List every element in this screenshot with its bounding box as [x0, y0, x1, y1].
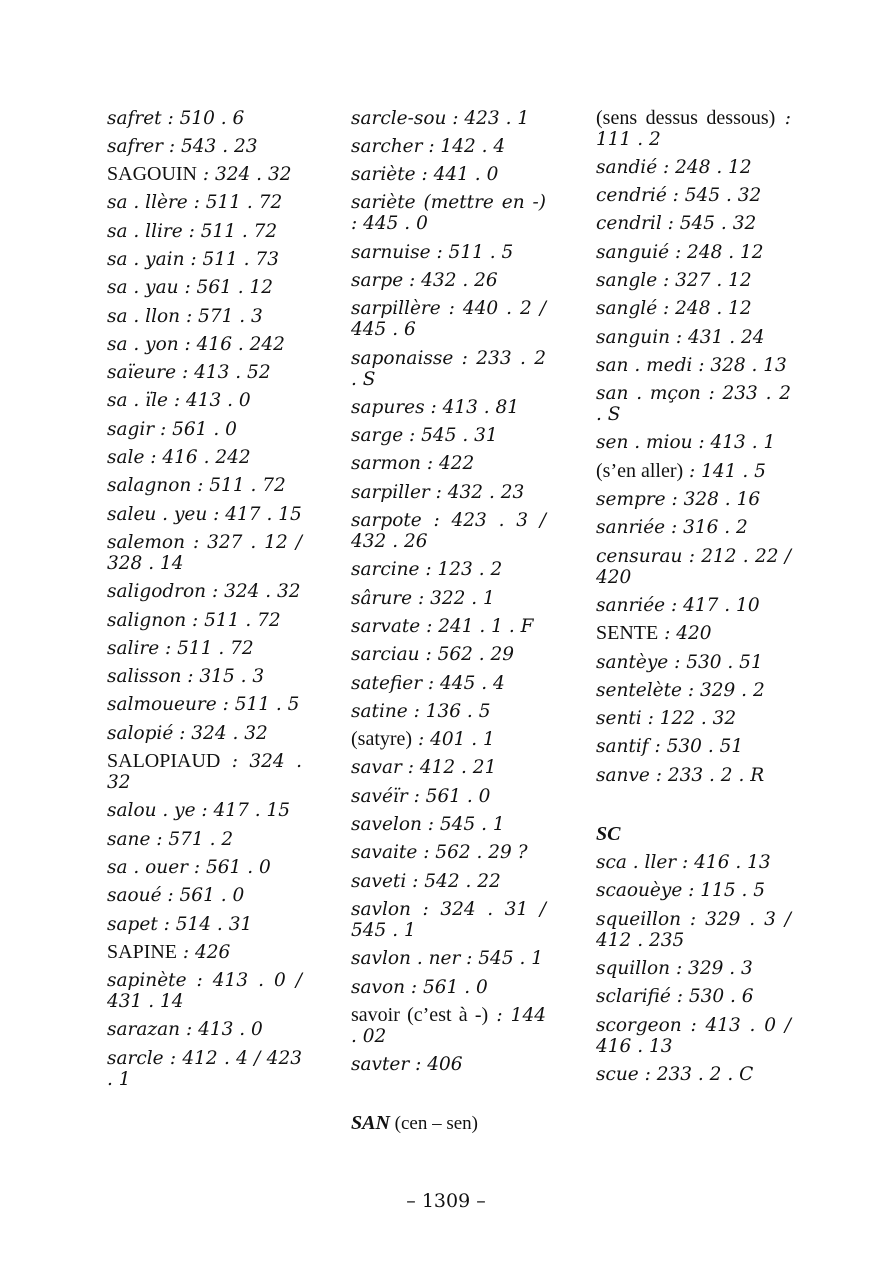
entry-term: savaite: [351, 842, 418, 864]
entry-term: cendril: [596, 213, 662, 235]
index-entry: [596, 705, 791, 733]
entry-term: sapures: [351, 396, 425, 418]
entry-term: savon: [351, 976, 406, 998]
entry-term: salemon: [107, 531, 185, 553]
entry-reference: : 571 . 3: [180, 305, 263, 327]
entry-term: savlon: [351, 898, 411, 920]
entry-reference: : 142 . 4: [422, 135, 506, 157]
entry-term: san . medi: [596, 354, 693, 376]
entry-reference: : 233 . 2 . S: [596, 383, 791, 426]
entry-reference: : 545 . 32: [666, 185, 762, 207]
entry-reference: : 417 . 15: [207, 503, 302, 525]
entry-reference: : 115 . 5: [682, 880, 766, 902]
index-entry: [107, 359, 302, 387]
entry-term: salagnon: [107, 475, 192, 497]
entry-term: santèye: [596, 651, 669, 673]
entry-term: sanguin: [596, 326, 671, 348]
entry-term: sale: [107, 447, 145, 469]
entry-reference: : 136 . 5: [407, 700, 491, 722]
index-entry: [107, 444, 302, 472]
entry-reference: : 514 . 31: [157, 913, 253, 935]
entry-reference: : 248 . 12: [657, 298, 752, 320]
entry-reference: : 416 . 242: [144, 447, 251, 469]
index-entry: [107, 882, 302, 910]
entry-term: sapinète: [107, 970, 187, 992]
entry-reference: : 562 . 29 ?: [417, 842, 528, 864]
entry-term: scaouèye: [596, 880, 683, 902]
entry-reference: : 542 . 22: [406, 870, 501, 892]
entry-term: salopié: [107, 722, 174, 744]
entry-term: savter: [351, 1054, 410, 1076]
entry-reference: : 327 . 12: [657, 269, 752, 291]
entry-reference: : 511 . 72: [187, 192, 283, 214]
entry-term: savéïr: [351, 785, 408, 807]
index-entry: [351, 1051, 546, 1079]
index-entry: [107, 274, 302, 302]
entry-reference: : 545 . 31: [403, 425, 498, 447]
index-entry: [596, 153, 791, 181]
entry-term: sarcine: [351, 559, 420, 581]
index-entry: [107, 415, 302, 443]
index-entry: [107, 132, 302, 160]
index-entry: [107, 691, 302, 719]
entry-reference: : 441 . 0: [415, 164, 499, 186]
index-entry: [596, 648, 791, 676]
entry-reference: : 111 . 2: [596, 107, 791, 150]
entry-term: sarmon: [351, 453, 421, 475]
index-entry: [107, 1044, 302, 1093]
entry-reference: : 412 . 4 / 423 . 1: [107, 1047, 302, 1090]
index-entry: [596, 182, 791, 210]
index-entry: [351, 726, 546, 754]
entry-term: santif: [596, 736, 649, 758]
entry-term: sârure: [351, 587, 413, 609]
index-column-3: [596, 104, 791, 1089]
index-entry: [351, 266, 546, 294]
page-number: – 1309 –: [406, 1190, 486, 1212]
index-entry: [107, 161, 302, 189]
index-entry: [107, 528, 302, 577]
entry-term: saligodron: [107, 581, 207, 603]
entry-term: salire: [107, 637, 160, 659]
index-entry: [596, 295, 791, 323]
index-entry: [351, 344, 546, 393]
entry-reference: : 561 . 0: [188, 856, 271, 878]
entry-reference: : 545 . 1: [421, 814, 505, 836]
index-entry: [351, 641, 546, 669]
entry-reference: : 561 . 0: [161, 885, 245, 907]
entry-reference: : 511 . 5: [216, 694, 300, 716]
index-entry: [107, 719, 302, 747]
entry-term: satefier: [351, 672, 423, 694]
index-column-2: [351, 104, 546, 1138]
index-entry: [107, 330, 302, 358]
section-heading-variants: (cen – sen): [389, 1112, 479, 1134]
entry-term: (s’en aller): [596, 459, 684, 482]
entry-term: sanriée: [596, 517, 666, 539]
entry-term: sarvate: [351, 615, 421, 637]
index-entry: [351, 697, 546, 725]
entry-term: sanve: [596, 764, 650, 786]
entry-term: sen . miou: [596, 432, 693, 454]
index-entry: [351, 612, 546, 640]
entry-term: sane: [107, 828, 151, 850]
entry-term: sariète (mettre en -): [351, 192, 546, 214]
index-entry: [351, 867, 546, 895]
index-entry: [351, 782, 546, 810]
entry-term: SAGOUIN: [107, 163, 197, 186]
index-entry: [107, 748, 302, 797]
entry-term: saleu . yeu: [107, 503, 208, 525]
entry-term: sarcle-sou: [351, 107, 447, 129]
index-entry: [596, 542, 791, 591]
index-entry: [596, 380, 791, 429]
section-heading: [596, 818, 791, 849]
entry-term: savar: [351, 757, 402, 779]
entry-reference: : 530 . 51: [648, 736, 744, 758]
index-entry: [596, 620, 791, 648]
section-spacer: [351, 1079, 546, 1107]
entry-term: censurau: [596, 545, 683, 567]
entry-term: sapet: [107, 913, 158, 935]
entry-reference: : 417 . 10: [665, 594, 760, 616]
index-entry: [596, 761, 791, 789]
entry-term: sanriée: [596, 594, 666, 616]
entry-term: (sens dessus dessous): [596, 106, 776, 129]
entry-term: sanguié: [596, 241, 670, 263]
entry-reference: : 431 . 24: [670, 326, 765, 348]
entry-reference: : 426: [177, 941, 231, 963]
index-column-1: [107, 104, 302, 1094]
entry-term: sa . llire: [107, 220, 183, 242]
section-heading: [351, 1107, 546, 1138]
entry-reference: : 324 . 31 / 545 . 1: [351, 898, 546, 941]
index-entry: [107, 797, 302, 825]
index-entry: [596, 514, 791, 542]
entry-term: scorgeon: [596, 1014, 682, 1036]
entry-term: sa . llon: [107, 305, 181, 327]
entry-reference: : 316 . 2: [665, 517, 748, 539]
entry-term: saveti: [351, 870, 407, 892]
entry-reference: : 328 . 13: [692, 354, 787, 376]
entry-reference: : 445 . 4: [422, 672, 505, 694]
entry-term: satine: [351, 700, 408, 722]
entry-term: senti: [596, 708, 642, 730]
index-entry: [107, 104, 302, 132]
index-entry: [107, 578, 302, 606]
entry-reference: : 511 . 72: [186, 609, 281, 631]
entry-reference: : 324 . 32: [197, 164, 292, 186]
index-entry: [351, 161, 546, 189]
entry-term: savelon: [351, 814, 422, 836]
entry-term: sentelète: [596, 679, 682, 701]
entry-reference: : 416 . 13: [676, 852, 771, 874]
index-entry: [107, 1016, 302, 1044]
entry-term: sarcher: [351, 135, 423, 157]
index-entry: [351, 973, 546, 1001]
index-entry: [596, 351, 791, 379]
entry-reference: : 543 . 23: [163, 135, 258, 157]
index-entry: [351, 507, 546, 556]
index-entry: [107, 910, 302, 938]
entry-term: safrer: [107, 135, 164, 157]
index-entry: [351, 1001, 546, 1050]
entry-term: salou . ye: [107, 800, 196, 822]
entry-term: sariète: [351, 164, 416, 186]
entry-term: sarnuise: [351, 241, 431, 263]
entry-reference: : 545 . 32: [661, 213, 757, 235]
entry-reference: : 417 . 15: [195, 800, 291, 822]
index-entry: [107, 245, 302, 273]
entry-reference: : 510 . 6: [161, 107, 245, 129]
entry-term: sandié: [596, 156, 658, 178]
entry-term: salignon: [107, 609, 187, 631]
entry-term: sarcle: [107, 1047, 164, 1069]
entry-reference: : 511 . 5: [430, 241, 514, 263]
entry-term: saïeure: [107, 362, 177, 384]
index-entry: [107, 938, 302, 966]
entry-reference: : 324 . 32: [107, 751, 302, 794]
entry-reference: : 123 . 2: [419, 559, 503, 581]
entry-term: sagir: [107, 418, 155, 440]
index-entry: [351, 754, 546, 782]
entry-term: sarge: [351, 425, 404, 447]
entry-reference: : 413 . 52: [176, 362, 271, 384]
index-entry: [596, 1011, 791, 1060]
entry-term: squillon: [596, 957, 671, 979]
entry-term: squeillon: [596, 908, 682, 930]
index-entry: [596, 983, 791, 1011]
entry-reference: : 420: [658, 623, 712, 645]
index-entry: [596, 1060, 791, 1088]
entry-reference: : 413 . 0: [180, 1019, 263, 1041]
index-entry: [596, 676, 791, 704]
index-entry: [596, 104, 791, 153]
entry-term: sa . ïle: [107, 390, 168, 412]
entry-reference: : 530 . 6: [670, 986, 754, 1008]
index-entry: [596, 210, 791, 238]
entry-term: SENTE: [596, 622, 659, 645]
index-entry: [107, 853, 302, 881]
section-spacer: [596, 790, 791, 818]
entry-reference: : 545 . 1: [460, 948, 544, 970]
index-entry: [107, 387, 302, 415]
entry-term: sarpote: [351, 510, 422, 532]
entry-term: sa . yain: [107, 248, 185, 270]
index-entry: [351, 393, 546, 421]
entry-reference: : 416 . 242: [178, 333, 285, 355]
index-entry: [107, 606, 302, 634]
index-entry: [351, 945, 546, 973]
index-entry: [596, 954, 791, 982]
index-entry: [107, 302, 302, 330]
entry-term: SAPINE: [107, 940, 178, 963]
entry-term: sarpillère: [351, 298, 441, 320]
entry-reference: : 562 . 29: [419, 644, 515, 666]
entry-reference: : 315 . 3: [181, 666, 265, 688]
index-entry: [351, 584, 546, 612]
index-entry: [107, 967, 302, 1016]
index-entry: [351, 422, 546, 450]
index-entry: [107, 663, 302, 691]
entry-term: sca . ller: [596, 852, 677, 874]
entry-reference: : 440 . 2 / 445 . 6: [351, 298, 546, 341]
index-entry: [351, 895, 546, 944]
index-entry: [596, 849, 791, 877]
entry-reference: : 329 . 2: [682, 679, 765, 701]
index-entry: [596, 733, 791, 761]
entry-term: sclarifié: [596, 986, 671, 1008]
entry-reference: : 412 . 21: [401, 757, 497, 779]
entry-reference: : 511 . 73: [184, 248, 279, 270]
entry-term: scue: [596, 1063, 639, 1085]
entry-reference: : 324 . 32: [206, 581, 301, 603]
index-entry: [596, 591, 791, 619]
entry-reference: : 212 . 22 / 420: [596, 545, 791, 588]
index-entry: [351, 839, 546, 867]
entry-term: saponaisse: [351, 347, 454, 369]
entry-term: san . mçon: [596, 383, 701, 405]
entry-term: savlon . ner: [351, 948, 461, 970]
entry-reference: : 233 . 2 . C: [638, 1063, 754, 1085]
entry-reference: : 445 . 0: [351, 213, 428, 235]
entry-reference: : 561 . 0: [405, 976, 488, 998]
entry-term: savoir (c’est à -): [351, 1003, 489, 1026]
entry-term: sangle: [596, 269, 658, 291]
entry-term: sarciau: [351, 644, 420, 666]
entry-reference: : 248 . 12: [657, 156, 752, 178]
entry-term: (satyre): [351, 728, 413, 751]
index-entry: [107, 217, 302, 245]
entry-reference: : 511 . 72: [182, 220, 278, 242]
index-entry: [596, 877, 791, 905]
entry-reference: : 530 . 51: [668, 651, 763, 673]
index-entry: [596, 457, 791, 485]
index-entry: [107, 472, 302, 500]
entry-reference: : 561 . 12: [178, 277, 274, 299]
entry-reference: : 413 . 0 / 416 . 13: [596, 1014, 791, 1057]
entry-term: salmoueure: [107, 694, 217, 716]
entry-reference: : 413 . 0: [167, 390, 251, 412]
entry-term: sarpiller: [351, 481, 430, 503]
entry-term: SALOPIAUD: [107, 750, 221, 773]
index-entry: [596, 238, 791, 266]
entry-reference: : 413 . 0 / 431 . 14: [107, 970, 302, 1013]
index-entry: [596, 266, 791, 294]
entry-reference: : 571 . 2: [150, 828, 234, 850]
entry-reference: : 241 . 1 . F: [420, 615, 534, 637]
entry-reference: : 423 . 3 / 432 . 26: [351, 510, 546, 553]
entry-term: sa . llère: [107, 192, 188, 214]
entry-reference: : 144 . 02: [351, 1004, 546, 1047]
entry-reference: : 432 . 23: [429, 481, 525, 503]
index-entry: [596, 486, 791, 514]
entry-term: sarazan: [107, 1019, 181, 1041]
entry-reference: : 322 . 1: [412, 587, 495, 609]
index-entry: [107, 500, 302, 528]
entry-reference: : 329 . 3 / 412 . 235: [596, 908, 791, 951]
index-entry: [351, 104, 546, 132]
entry-reference: : 422: [420, 453, 475, 475]
entry-reference: : 423 . 1: [446, 107, 530, 129]
index-entry: [351, 669, 546, 697]
entry-term: cendrié: [596, 185, 667, 207]
entry-reference: : 413 . 81: [424, 396, 520, 418]
index-entry: [351, 811, 546, 839]
entry-reference: : 432 . 26: [403, 269, 498, 291]
index-entry: [351, 295, 546, 344]
entry-reference: : 248 . 12: [669, 241, 764, 263]
entry-term: sanglé: [596, 298, 658, 320]
entry-reference: : 328 . 16: [665, 489, 761, 511]
entry-reference: : 233 . 2 . R: [649, 764, 765, 786]
index-entry: [596, 323, 791, 351]
entry-reference: : 511 . 72: [191, 475, 286, 497]
entry-reference: : 329 . 3: [670, 957, 753, 979]
entry-reference: : 561 . 0: [407, 785, 491, 807]
entry-term: sa . yon: [107, 333, 179, 355]
index-entry: [107, 189, 302, 217]
entry-reference: : 324 . 32: [173, 722, 268, 744]
entry-reference: : 511 . 72: [159, 637, 254, 659]
index-entry: [107, 825, 302, 853]
entry-term: salisson: [107, 666, 182, 688]
index-entry: [351, 478, 546, 506]
entry-term: sempre: [596, 489, 666, 511]
entry-term: sarpe: [351, 269, 404, 291]
entry-term: saoué: [107, 885, 162, 907]
entry-term: safret: [107, 107, 162, 129]
index-entry: [596, 429, 791, 457]
index-entry: [351, 189, 546, 238]
entry-reference: : 413 . 1: [692, 432, 776, 454]
index-entry: [351, 556, 546, 584]
entry-reference: : 233 . 2 . S: [351, 347, 546, 390]
entry-reference: : 561 . 0: [154, 418, 237, 440]
index-entry: [351, 132, 546, 160]
index-entry: [351, 450, 546, 478]
section-heading-letters: SC: [596, 822, 621, 845]
section-heading-letters: SAN: [351, 1111, 390, 1134]
entry-reference: : 122 . 32: [641, 708, 737, 730]
index-entry: [596, 905, 791, 954]
entry-reference: : 141 . 5: [683, 460, 766, 482]
entry-term: sa . yau: [107, 277, 179, 299]
index-entry: [351, 238, 546, 266]
entry-term: sa . ouer: [107, 856, 189, 878]
entry-reference: : 406: [409, 1054, 463, 1076]
entry-reference: : 327 . 12 / 328 . 14: [107, 531, 302, 574]
index-entry: [107, 634, 302, 662]
entry-reference: : 401 . 1: [412, 729, 495, 751]
